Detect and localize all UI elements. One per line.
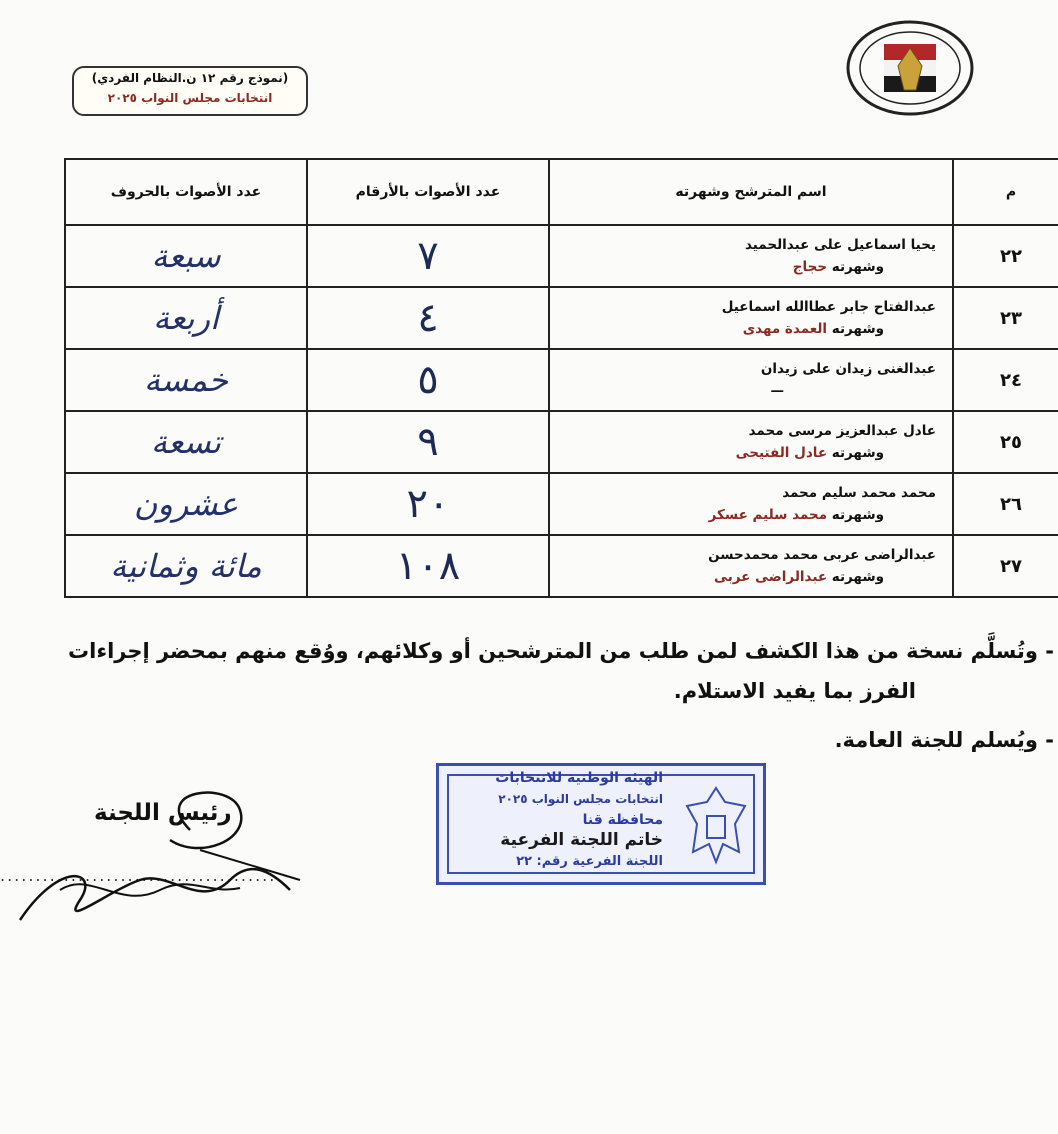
header-words: عدد الأصوات بالحروف <box>65 159 307 225</box>
note-copy-delivery: - وتُسلَّم نسخة من هذا الكشف لمن طلب من المترشحين أو وكلائهم، ووُقع منهم بمحضر إجراءات <box>68 639 1054 663</box>
candidate-nickname: العمدة مهدى <box>742 321 828 337</box>
votes-digits: ٢٠ <box>307 473 549 535</box>
candidate-name: عبدالغنى زيدان على زيدان <box>760 361 936 377</box>
row-num: ٢٤ <box>953 349 1058 411</box>
note-copy-delivery-cont: الفرز بما يفيد الاستلام. <box>673 679 916 703</box>
votes-digits: ١٠٨ <box>307 535 549 597</box>
votes-words: تسعة <box>65 411 307 473</box>
votes-words: عشرون <box>65 473 307 535</box>
nickname-label: وشهرته <box>831 569 884 585</box>
votes-words: سبعة <box>65 225 307 287</box>
form-number-box <box>72 66 308 116</box>
handwritten-signature-icon <box>0 770 320 950</box>
votes-digits: ٧ <box>307 225 549 287</box>
row-num: ٢٦ <box>953 473 1058 535</box>
table-row <box>65 225 1058 287</box>
candidate-cell <box>549 535 953 597</box>
candidate-name: عادل عبدالعزيز مرسى محمد <box>748 423 936 439</box>
candidate-nickname-line <box>558 566 944 588</box>
election-title: انتخابات مجلس النواب ٢٠٢٥ <box>107 91 273 105</box>
votes-words: خمسة <box>65 349 307 411</box>
header-digits: عدد الأصوات بالأرقام <box>307 159 549 225</box>
row-num: ٢٥ <box>953 411 1058 473</box>
votes-words: مائة وثمانية <box>65 535 307 597</box>
nickname-label: وشهرته <box>831 321 884 337</box>
candidate-cell <box>549 473 953 535</box>
votes-digits: ٥ <box>307 349 549 411</box>
candidate-cell <box>549 225 953 287</box>
candidate-name: محمد محمد سليم محمد <box>782 485 936 501</box>
nickname-label: وشهرته <box>831 507 884 523</box>
nickname-label: وشهرته <box>831 445 884 461</box>
candidate-nickname-line <box>558 504 944 526</box>
committee-stamp <box>436 763 766 885</box>
candidate-name: عبدالفتاح جابر عطاالله اسماعيل <box>721 299 936 315</box>
candidate-cell <box>549 349 953 411</box>
stamp-authority: الهيئة الوطنية للانتخابات <box>495 770 663 786</box>
votes-digits: ٤ <box>307 287 549 349</box>
row-num: ٢٧ <box>953 535 1058 597</box>
header-name: اسم المترشح وشهرته <box>549 159 953 225</box>
candidate-nickname: عادل الفتيحى <box>735 445 828 461</box>
candidate-nickname: — <box>770 383 784 399</box>
votes-words: أربعة <box>65 287 307 349</box>
table-row <box>65 473 1058 535</box>
table-row <box>65 535 1058 597</box>
stamp-governorate: محافظة قنا <box>582 812 663 828</box>
candidate-nickname: عبدالراضى عربى <box>714 569 828 585</box>
candidate-name: يحيا اسماعيل على عبدالحميد <box>745 237 936 253</box>
eagle-emblem-icon <box>679 782 753 868</box>
header-num: م <box>953 159 1058 225</box>
row-num: ٢٣ <box>953 287 1058 349</box>
signature-line: ....................................... <box>0 866 277 885</box>
committee-chair-label: رئيس اللجنة <box>94 800 232 826</box>
form-number-label: (نموذج رقم ١٢ ن.النظام الفردي) <box>91 71 289 85</box>
candidate-nickname-line <box>558 256 944 278</box>
candidate-nickname: حجاج <box>792 259 828 275</box>
candidate-cell <box>549 287 953 349</box>
note-general-committee: - ويُسلم للجنة العامة. <box>834 728 1054 752</box>
results-table <box>64 158 1058 598</box>
table-header-row <box>65 159 1058 225</box>
candidate-name: عبدالراضى عربى محمد محمدحسن <box>708 547 936 563</box>
candidate-nickname-line <box>558 318 944 340</box>
row-num: ٢٢ <box>953 225 1058 287</box>
votes-digits: ٩ <box>307 411 549 473</box>
nickname-label: وشهرته <box>831 259 884 275</box>
candidate-cell <box>549 411 953 473</box>
stamp-committee-number: اللجنة الفرعية رقم: ٢٢ <box>516 854 663 869</box>
stamp-title: خاتم اللجنة الفرعية <box>500 830 663 850</box>
stamp-election: انتخابات مجلس النواب ٢٠٢٥ <box>498 792 663 806</box>
candidate-nickname: محمد سليم عسكر <box>708 507 828 523</box>
national-election-authority-logo-icon <box>840 18 980 118</box>
candidate-nickname-line <box>558 442 944 464</box>
table-row <box>65 411 1058 473</box>
table-row <box>65 287 1058 349</box>
table-row <box>65 349 1058 411</box>
